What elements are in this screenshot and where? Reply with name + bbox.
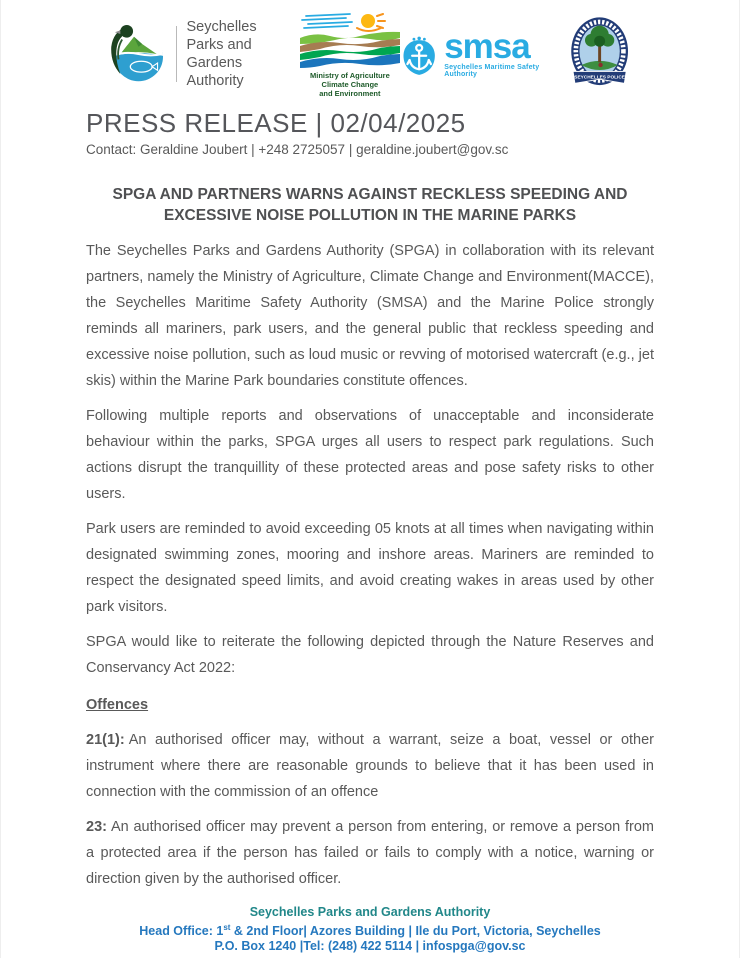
macce-logo-lockup bbox=[300, 11, 400, 98]
spga-logo-line: Seychelles bbox=[186, 19, 257, 35]
headline: SPGA AND PARTNERS WARNS AGAINST RECKLESS SPEEDING AND EXCESSIVE NOISE POLLUTION IN THE MARINE PARKS bbox=[112, 186, 628, 224]
smsa-anchor-icon bbox=[400, 29, 438, 79]
paragraph-1: The Seychelles Parks and Gardens Authority (SPGA) in collaboration with its relevant partners, namely the Ministry of Agriculture, Climate Change and Environment(MACCE), the Seychelles Maritime Safety Authority (SMSA) and the Marine Police strongly reminds all mariners, park users, and the general public that reckless speeding and excessive noise pollution, such as loud music or revving of motorised watercraft (e.g., jet skis) within the Marine Park boundaries constitute offences. bbox=[86, 243, 654, 389]
smsa-logo-text bbox=[444, 26, 563, 78]
offence-item-21-1 bbox=[86, 727, 654, 805]
contact-line: Contact: Geraldine Joubert | +248 2725057 | geraldine.joubert@gov.sc bbox=[86, 142, 509, 157]
smsa-wordmark: smsa bbox=[444, 26, 530, 66]
footer-contact-line: P.O. Box 1240 |Tel: (248) 422 5114 | infospga@gov.sc bbox=[214, 939, 526, 954]
offence-ref: 23: bbox=[86, 819, 107, 835]
smsa-logo-lockup bbox=[400, 26, 563, 79]
offences-heading: Offences bbox=[86, 697, 149, 713]
offence-item-23 bbox=[86, 814, 654, 892]
macce-caption-line: Ministry of Agriculture bbox=[310, 70, 390, 80]
logo-bar bbox=[86, 8, 654, 100]
smsa-tagline: Seychelles Maritime Safety Authority bbox=[444, 63, 540, 78]
footer-address-post: & 2nd Floor| Azores Building | Ile du Port, Victoria, Seychelles bbox=[230, 924, 601, 939]
paragraph-4: SPGA would like to reiterate the following depicted through the Nature Reserves and Conservancy Act 2022: bbox=[86, 634, 654, 676]
offence-ref: 21(1): bbox=[86, 732, 125, 748]
spga-logo-line: Authority bbox=[186, 73, 244, 89]
police-banner-text: SEYCHELLES POLICE bbox=[574, 75, 625, 81]
paragraph-2: Following multiple reports and observations of unacceptable and inconsiderate behaviour within the parks, SPGA urges all users to respect park regulations. Such actions disrupt the tranquillity of these protected areas and pose safety risks to other users. bbox=[86, 408, 654, 502]
offence-text: An authorised officer may, without a warrant, seize a boat, vessel or other instrument where there are reasonable grounds to believe that it has been used in connection with the commission of an offence bbox=[86, 732, 654, 800]
macce-caption-line: and Environment bbox=[319, 88, 381, 98]
spga-emblem-icon bbox=[104, 20, 168, 88]
page-footer bbox=[86, 905, 654, 954]
spga-logo-line: Parks and Gardens bbox=[186, 37, 252, 71]
footer-org-name: Seychelles Parks and Gardens Authority bbox=[249, 905, 491, 919]
logo-divider bbox=[176, 26, 177, 82]
macce-waves-icon bbox=[300, 11, 400, 69]
footer-address-pre: Head Office: 1 bbox=[139, 924, 224, 939]
spga-logo-text bbox=[186, 18, 299, 90]
footer-ordinal-sup: st bbox=[223, 923, 231, 932]
body-copy bbox=[86, 238, 654, 892]
macce-caption-line: Climate Change bbox=[321, 79, 379, 89]
paragraph-3: Park users are reminded to avoid exceeding 05 knots at all times when navigating within designated swimming zones, mooring and inshore areas. Mariners are reminded to respect the designated speed limits, and avoid creating wakes in areas used by other park visitors. bbox=[86, 521, 654, 615]
spga-logo-lockup bbox=[104, 18, 300, 90]
footer-address-line bbox=[86, 920, 654, 939]
police-badge-icon bbox=[563, 11, 636, 97]
offence-text: An authorised officer may prevent a person from entering, or remove a person from a protected area if the person has failed or fails to comply with a notice, warning or direction given by the authorised officer. bbox=[86, 819, 654, 887]
macce-logo-caption bbox=[310, 71, 390, 98]
press-release-title: PRESS RELEASE | 02/04/2025 bbox=[86, 108, 466, 138]
